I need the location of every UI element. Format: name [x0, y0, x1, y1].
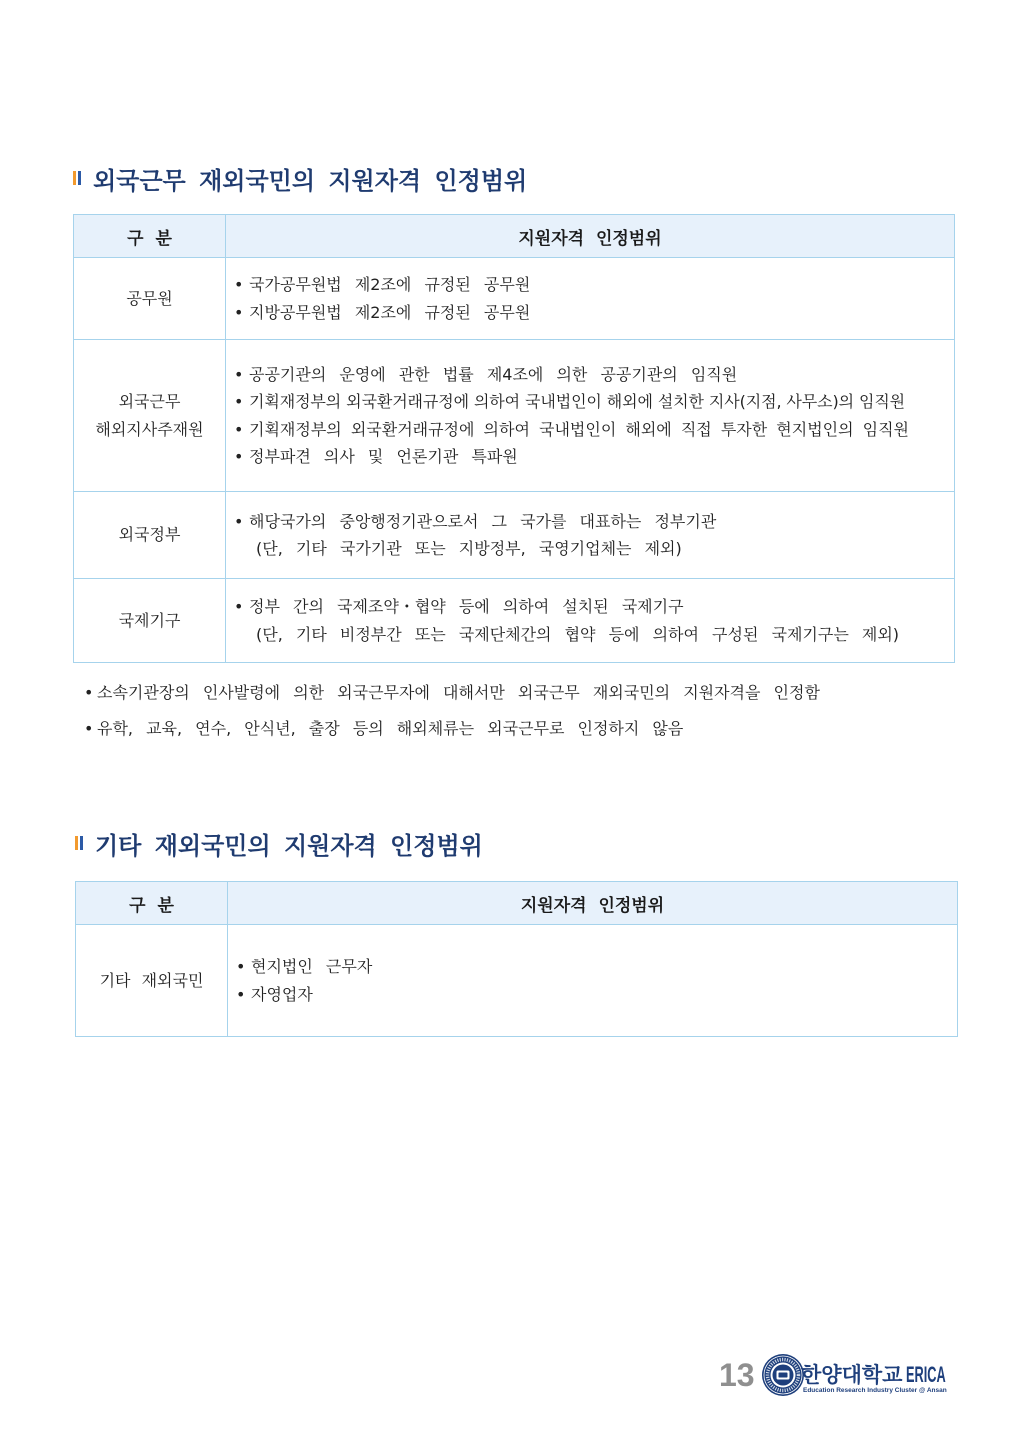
- category-cell: [76, 925, 228, 1037]
- scope-item-text: 지방공무원법 제2조에 규정된 공무원: [249, 302, 531, 322]
- scope-list: [234, 361, 948, 471]
- scope-cell: [226, 340, 955, 492]
- scope-cell: [228, 925, 958, 1037]
- table-header-row: [74, 215, 955, 258]
- header-category: 구 분: [74, 215, 226, 258]
- scope-item: [236, 981, 951, 1009]
- scope-item: [234, 593, 948, 648]
- scope-list: [234, 593, 948, 648]
- section-title-text: 기타 재외국민의 지원자격 인정범위: [95, 831, 483, 860]
- eligibility-notes: [80, 675, 980, 747]
- category-label: 공무원: [126, 288, 173, 308]
- category-cell: [74, 340, 226, 492]
- section-marker-icon: [75, 836, 83, 850]
- brand-wordmark: [801, 1363, 975, 1387]
- category-label: 국제기구: [118, 610, 181, 630]
- note-item: [80, 675, 980, 711]
- note-text: 유학, 교육, 연수, 안식년, 출장 등의 해외체류는 외국근무로 인정하지 않음: [97, 719, 684, 738]
- category-label: 해외지사주재원: [95, 419, 204, 439]
- table-row: [74, 492, 955, 579]
- scope-cell: [226, 492, 955, 579]
- category-label: 외국근무: [118, 391, 181, 411]
- scope-cell: [226, 258, 955, 340]
- scope-item-text: 기획재정부의 외국환거래규정에 의하여 국내법인이 해외에 설치한 지사(지점, 사무소)의 임직원: [249, 392, 906, 411]
- scope-item: [234, 443, 948, 471]
- table-row: [74, 258, 955, 340]
- table-row: [74, 340, 955, 492]
- note-item: [80, 711, 980, 747]
- table-header-row: [76, 882, 958, 925]
- scope-list: [236, 953, 951, 1008]
- category-cell: [74, 258, 226, 340]
- scope-item-text: 공공기관의 운영에 관한 법률 제4조에 의한 공공기관의 임직원: [249, 364, 738, 384]
- scope-item: [234, 416, 948, 444]
- scope-item-text: 정부파견 의사 및 언론기관 특파원: [249, 447, 518, 466]
- scope-item-text: 기획재정부의 외국환거래규정에 의하여 국내법인이 해외에 직접 투자한 현지법인의 임직원: [249, 419, 910, 439]
- category-label: 기타 재외국민: [99, 970, 204, 990]
- brand-name-korean: 한양대학교: [801, 1363, 903, 1387]
- scope-list: [234, 508, 948, 563]
- scope-item: [234, 508, 948, 563]
- scope-cell: [226, 579, 955, 663]
- scope-item-text: 해당국가의 중앙행정기관으로서 그 국가를 대표하는 정부기관: [249, 511, 717, 531]
- header-category: 구 분: [76, 882, 228, 925]
- scope-item-exception-note: (단, 기타 비정부간 또는 국제단체간의 협약 등에 의하여 구성된 국제기구는 제외): [256, 624, 900, 644]
- scope-item: [236, 953, 951, 981]
- scope-item-exception-note: (단, 기타 국가기관 또는 지방정부, 국영기업체는 제외): [256, 539, 682, 558]
- overseas-work-eligibility-table: [73, 214, 955, 663]
- section-title: [73, 163, 527, 193]
- brand-name-english: ERICA: [906, 1362, 947, 1387]
- note-text: 소속기관장의 인사발령에 의한 외국근무자에 대해서만 외국근무 재외국민의 지원자격을 인정함: [97, 683, 820, 702]
- category-cell: [74, 579, 226, 663]
- section-title: [75, 828, 483, 858]
- scope-item-text: 정부 간의 국제조약・협약 등에 의하여 설치된 국제기구: [249, 597, 684, 616]
- other-overseas-eligibility-table: [75, 881, 958, 1037]
- scope-list: [234, 271, 948, 326]
- scope-item-text: 국가공무원법 제2조에 규정된 공무원: [249, 275, 531, 294]
- section-marker-icon: [73, 171, 81, 185]
- category-cell: [74, 492, 226, 579]
- brand-tagline: Education Research Industry Cluster @ Ansan: [803, 1387, 947, 1394]
- table-row: [76, 925, 958, 1037]
- section-title-text: 외국근무 재외국민의 지원자격 인정범위: [93, 166, 528, 195]
- scope-item: [234, 361, 948, 389]
- scope-item: [234, 388, 948, 416]
- scope-item: [234, 271, 948, 299]
- header-scope: 지원자격 인정범위: [226, 215, 955, 258]
- header-scope: 지원자격 인정범위: [228, 882, 958, 925]
- table-row: [74, 579, 955, 663]
- scope-item: [234, 299, 948, 327]
- scope-item-text: 자영업자: [251, 984, 313, 1004]
- page-number: 13: [719, 1357, 755, 1393]
- university-seal-icon: [761, 1353, 805, 1397]
- category-label: 외국정부: [118, 525, 181, 544]
- scope-item-text: 현지법인 근무자: [251, 957, 373, 976]
